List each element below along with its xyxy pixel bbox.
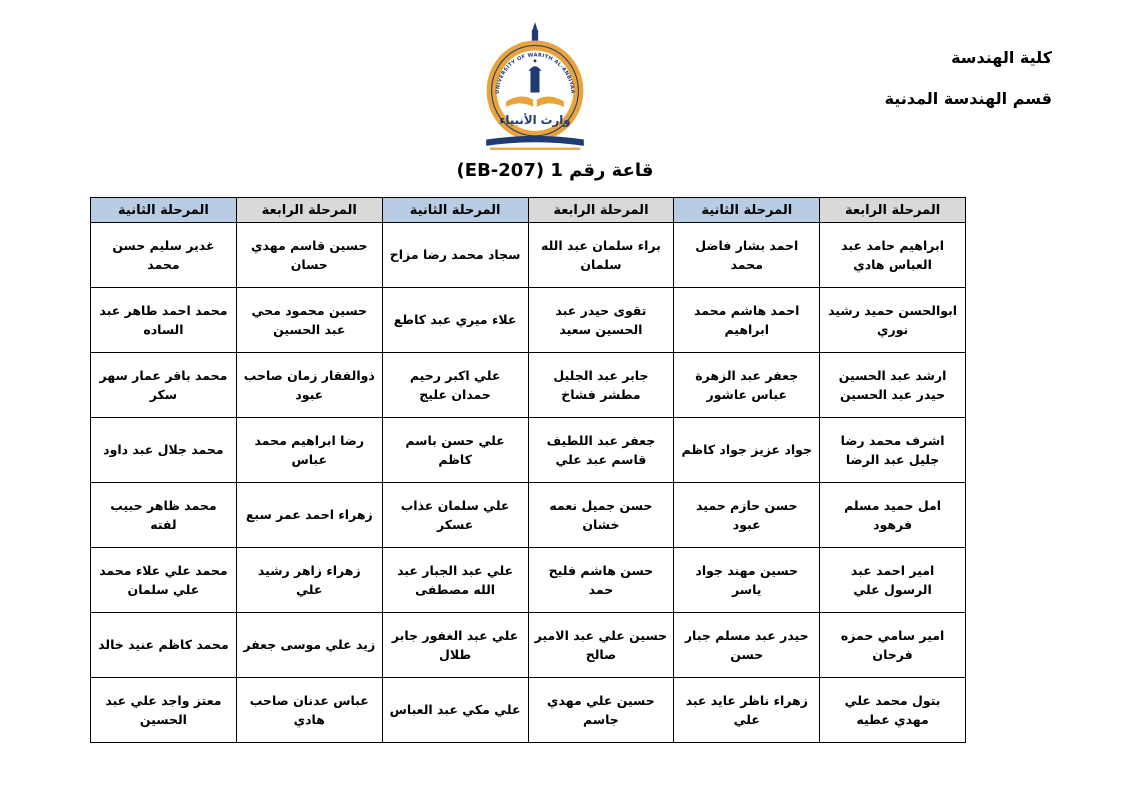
student-name-cell: تقوى حيدر عبد الحسين سعيد bbox=[528, 288, 674, 353]
student-name-cell: رضا ابراهيم محمد عباس bbox=[236, 418, 382, 483]
emblem-ring-text: UNIVERSITY OF WARITH AL-ANBIYAA bbox=[494, 52, 576, 95]
student-name-cell: عباس عدنان صاحب هادي bbox=[236, 678, 382, 743]
student-name-cell: محمد كاظم عنيد خالد bbox=[91, 613, 237, 678]
student-name-cell: محمد ظاهر حبيب لفته bbox=[91, 483, 237, 548]
student-name-cell: حسين محمود محي عبد الحسين bbox=[236, 288, 382, 353]
student-name-cell: علي عبد الجبار عبد الله مصطفى bbox=[382, 548, 528, 613]
table-row bbox=[91, 483, 966, 548]
student-name-cell: بتول محمد علي مهدي عطيه bbox=[820, 678, 966, 743]
student-name-cell: امل حميد مسلم فرهود bbox=[820, 483, 966, 548]
stage-header-cell-4: المرحلة الرابعة bbox=[236, 198, 382, 223]
student-name-cell: جابر عبد الجليل مطشر فشاخ bbox=[528, 353, 674, 418]
dome-finial-dot bbox=[534, 59, 537, 62]
student-name-cell: جعفر عبد الزهرة عباس عاشور bbox=[674, 353, 820, 418]
student-name-cell: حسن حازم حميد عبود bbox=[674, 483, 820, 548]
table-row bbox=[91, 223, 966, 288]
student-name-cell: ابوالحسن حميد رشيد نوري bbox=[820, 288, 966, 353]
emblem-calligraphy-text: وارث الأنبياء bbox=[499, 113, 571, 128]
student-name-cell: حسين مهند جواد ياسر bbox=[674, 548, 820, 613]
student-name-cell: محمد باقر عمار سهر سكر bbox=[91, 353, 237, 418]
university-emblem-graphic bbox=[470, 22, 600, 154]
student-name-cell: سجاد محمد رضا مزاح bbox=[382, 223, 528, 288]
student-name-cell: ارشد عبد الحسين حيدر عبد الحسين bbox=[820, 353, 966, 418]
roster-header-row bbox=[91, 198, 966, 223]
table-row bbox=[91, 418, 966, 483]
student-name-cell: امير سامي حمزه فرحان bbox=[820, 613, 966, 678]
student-name-cell: ابراهيم حامد عبد العباس هادي bbox=[820, 223, 966, 288]
student-name-cell: زهراء احمد عمر سبع bbox=[236, 483, 382, 548]
student-name-cell: احمد بشار فاضل محمد bbox=[674, 223, 820, 288]
student-name-cell: جعفر عبد اللطيف قاسم عبد علي bbox=[528, 418, 674, 483]
student-name-cell: معتز واجد علي عبد الحسين bbox=[91, 678, 237, 743]
student-name-cell: ذوالفقار زمان صاحب عبود bbox=[236, 353, 382, 418]
student-name-cell: علي مكي عبد العباس bbox=[382, 678, 528, 743]
table-row bbox=[91, 548, 966, 613]
student-roster-table bbox=[90, 197, 966, 743]
stage-header-cell-1: المرحلة الثانية bbox=[674, 198, 820, 223]
logo-band bbox=[486, 136, 584, 146]
stage-header-cell-5: المرحلة الثانية bbox=[91, 198, 237, 223]
student-name-cell: محمد جلال عبد داود bbox=[91, 418, 237, 483]
student-name-cell: علي عبد الغفور جابر طلال bbox=[382, 613, 528, 678]
stage-header-cell-2: المرحلة الرابعة bbox=[528, 198, 674, 223]
table-row bbox=[91, 613, 966, 678]
student-name-cell: حسين قاسم مهدي حسان bbox=[236, 223, 382, 288]
student-name-cell: محمد علي علاء محمد علي سلمان bbox=[91, 548, 237, 613]
student-name-cell: حسين علي مهدي جاسم bbox=[528, 678, 674, 743]
student-name-cell: اشرف محمد رضا جليل عبد الرضا bbox=[820, 418, 966, 483]
department-name: قسم الهندسة المدنية bbox=[884, 89, 1052, 108]
student-name-cell: حسن هاشم فليح حمد bbox=[528, 548, 674, 613]
student-name-cell: محمد احمد طاهر عبد الساده bbox=[91, 288, 237, 353]
college-name: كلية الهندسة bbox=[951, 48, 1052, 67]
student-name-cell: حيدر عبد مسلم جبار حسن bbox=[674, 613, 820, 678]
university-logo bbox=[450, 22, 620, 154]
college-header bbox=[885, 48, 1052, 108]
room-title: قاعة رقم 1 (EB-207) bbox=[456, 160, 654, 181]
student-name-cell: براء سلمان عبد الله سلمان bbox=[528, 223, 674, 288]
student-name-cell: علاء ميري عبد كاطع bbox=[382, 288, 528, 353]
table-row bbox=[91, 353, 966, 418]
inner-minaret-icon bbox=[530, 69, 539, 93]
student-name-cell: علي حسن باسم كاظم bbox=[382, 418, 528, 483]
logo-band-underline bbox=[490, 148, 580, 150]
stage-header-cell-0: المرحلة الرابعة bbox=[820, 198, 966, 223]
student-name-cell: حسن جميل نعمه خشان bbox=[528, 483, 674, 548]
student-name-cell: احمد هاشم محمد ابراهيم bbox=[674, 288, 820, 353]
student-name-cell: امير احمد عبد الرسول علي bbox=[820, 548, 966, 613]
table-row bbox=[91, 678, 966, 743]
table-row bbox=[91, 288, 966, 353]
student-name-cell: زيد علي موسى جعفر bbox=[236, 613, 382, 678]
roster-body bbox=[91, 223, 966, 743]
stage-header-cell-3: المرحلة الثانية bbox=[382, 198, 528, 223]
student-name-cell: علي اكبر رحيم حمدان عليج bbox=[382, 353, 528, 418]
student-name-cell: علي سلمان عذاب عسكر bbox=[382, 483, 528, 548]
student-name-cell: زهراء زاهر رشيد علي bbox=[236, 548, 382, 613]
student-name-cell: غدير سليم حسن محمد bbox=[91, 223, 237, 288]
student-name-cell: جواد عزيز جواد كاظم bbox=[674, 418, 820, 483]
student-name-cell: حسين علي عبد الامير صالح bbox=[528, 613, 674, 678]
student-name-cell: زهراء ناظر عايد عبد علي bbox=[674, 678, 820, 743]
